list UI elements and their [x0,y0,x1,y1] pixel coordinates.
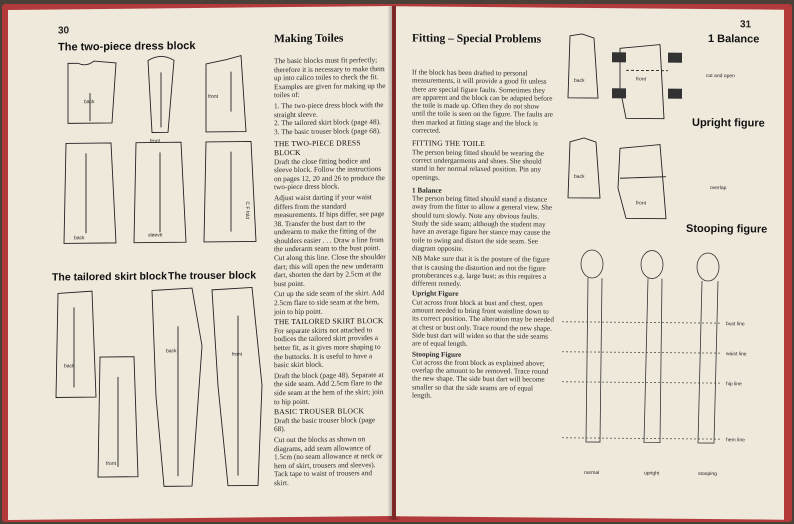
label-back: back [166,348,177,355]
paragraph: Draft the block (page 48). Separate at the side seam. Add 2.5cm flare to the side seam at the hem of the skirt; join to hip point. [274,369,384,406]
intro-paragraph: If the block has been drafted to personal measurements, it will provide a good fit unless there are special figure faults. Sometimes they are apparent and the block can be adapted before the toile is made up. Often they do not show until the toile is seen on the figure. The faults are then marked at fitting stage and the block is corrected. [412,68,553,135]
subheading: Stooping Figure [412,349,462,359]
subheading: THE TWO-PIECE DRESS BLOCK [274,138,361,158]
label-upright: upright [644,470,660,477]
subheading: FITTING THE TOILE [412,138,486,149]
list-item: 1. The two-piece dress block with the straight sleeve. [274,100,384,119]
heading-stooping: Stooping figure [686,222,768,236]
paragraph: Cut across front block at bust and chest, open amount needed to bring front waistline down to its correct position. The alteration may be needed at chest or bust only. Trace round the new shape. Side bust dart will widen so that the side seams are of equal length. [412,298,554,349]
subheading: THE TAILORED SKIRT BLOCK [274,316,384,327]
heading-dress-block: The two-piece dress block [58,40,196,54]
label-back: back [574,77,585,84]
label-normal: normal [584,469,600,477]
paragraph: The person being fitted should stand a distance away from the fitter to allow a general view. She should turn slowly. Note any obvious faults. Study the side seam; although the student may have an average figure her stance may cause the toile to swing and distort the side seam. See diagram opposite. [412,194,553,253]
label-bust-line: bust line [726,321,745,328]
list-item: 3. The basic trouser block (page 68). [274,125,381,136]
paragraph: Cut out the blocks as shown on diagrams, add seam allowance of 1.5cm (no seam allowance at neck or hem of skirt, trousers and sleeves). Tack tape to waist of trousers and skirt. [274,434,383,488]
left-page [8,6,392,520]
balance-diagram [560,28,770,230]
label-stooping: stooping [698,470,717,478]
paragraph: Cut across the front block as explained above; overlap the amount to be removed. Trace round the new shape. The side bust dart will become smaller so that the side seams are of equal length. [412,358,549,400]
label-back: back [74,235,85,242]
label-waist-line: waist line [726,351,747,358]
label-front: front [106,460,117,467]
intro-paragraph: The basic blocks must fit perfectly; therefore it is necessary to make them up into calico toiles to check the fit. Examples are given for making up the toiles of: [274,55,386,100]
label-front: front [636,76,647,83]
label-front: front [150,138,161,145]
paragraph: NB Make sure that it is the posture of the figure that is causing the distortion and not the figure protuberances e.g. large bust; as this requires a different remedy. [412,254,550,289]
label-back: back [64,363,75,370]
paragraph: Draft the close fitting bodice and sleeve block. Follow the instructions on pages 12, 20 and 26 to produce the two-piece dress block. [274,155,385,192]
subheading: BASIC TROUSER BLOCK [274,406,365,417]
label-cut-open: cut and open [706,73,735,80]
paragraph: For separate skirts not attached to bodices the tailored skirt provides a better fit, as it gives more shaping to the buttocks. It is useful to have a basic skirt block. [274,325,381,370]
heading-trouser-block: The trouser block [168,269,257,283]
subheading: Upright Figure [412,289,459,299]
left-body-text [274,56,386,490]
posture-figures-diagram [562,242,772,484]
heading-skirt-block: The tailored skirt block [52,270,167,284]
heading-upright: Upright figure [692,116,765,130]
label-overlap: overlap [710,185,727,192]
label-hip-line: hip line [726,381,742,388]
dress-block-diagram [56,51,271,253]
label-front: front [636,200,647,207]
section-title: Making Toiles [274,32,344,46]
section-title: Fitting – Special Problems [412,32,542,46]
paragraph: Adjust waist darting if your waist differs from the standard measurements. If hips differ, see page 38. Transfer the bust dart to the underarm to make the fitting of the shoulders easier . . . Draw a line from the underarm seam to the bust point. Cut along this line. Close the shoulder dart; this will open the new underarm dart, shorten the dart by 2.5cm at the bust point. [274,192,386,289]
page-number: 30 [58,25,70,37]
label-back: back [84,99,95,106]
right-body-text [412,68,554,403]
heading-balance: 1 Balance [708,33,760,46]
label-hem-line: hem line [726,437,745,444]
label-cf-fold: C F fold [244,201,250,220]
paragraph: The person being fitted should be wearing the correct undergarments and shoes. She should stand in her normal relaxed position. Pin any openings. [412,148,544,182]
label-front: front [208,93,219,100]
paragraph: Cut up the side seam of the skirt. Add 2.5cm flare to side seam at the hem, join to hip point. [274,288,385,316]
label-front: front [232,351,243,358]
page-number: 31 [740,19,752,31]
paragraph: Draft the basic trouser block (page 68). [274,414,376,434]
label-sleeve: sleeve [148,232,163,239]
subheading: 1 Balance [412,186,442,195]
right-page [396,6,784,519]
skirt-trouser-diagram [52,285,272,507]
list-item: 2. The tailored skirt block (page 48). [274,117,381,128]
label-back: back [574,173,585,180]
